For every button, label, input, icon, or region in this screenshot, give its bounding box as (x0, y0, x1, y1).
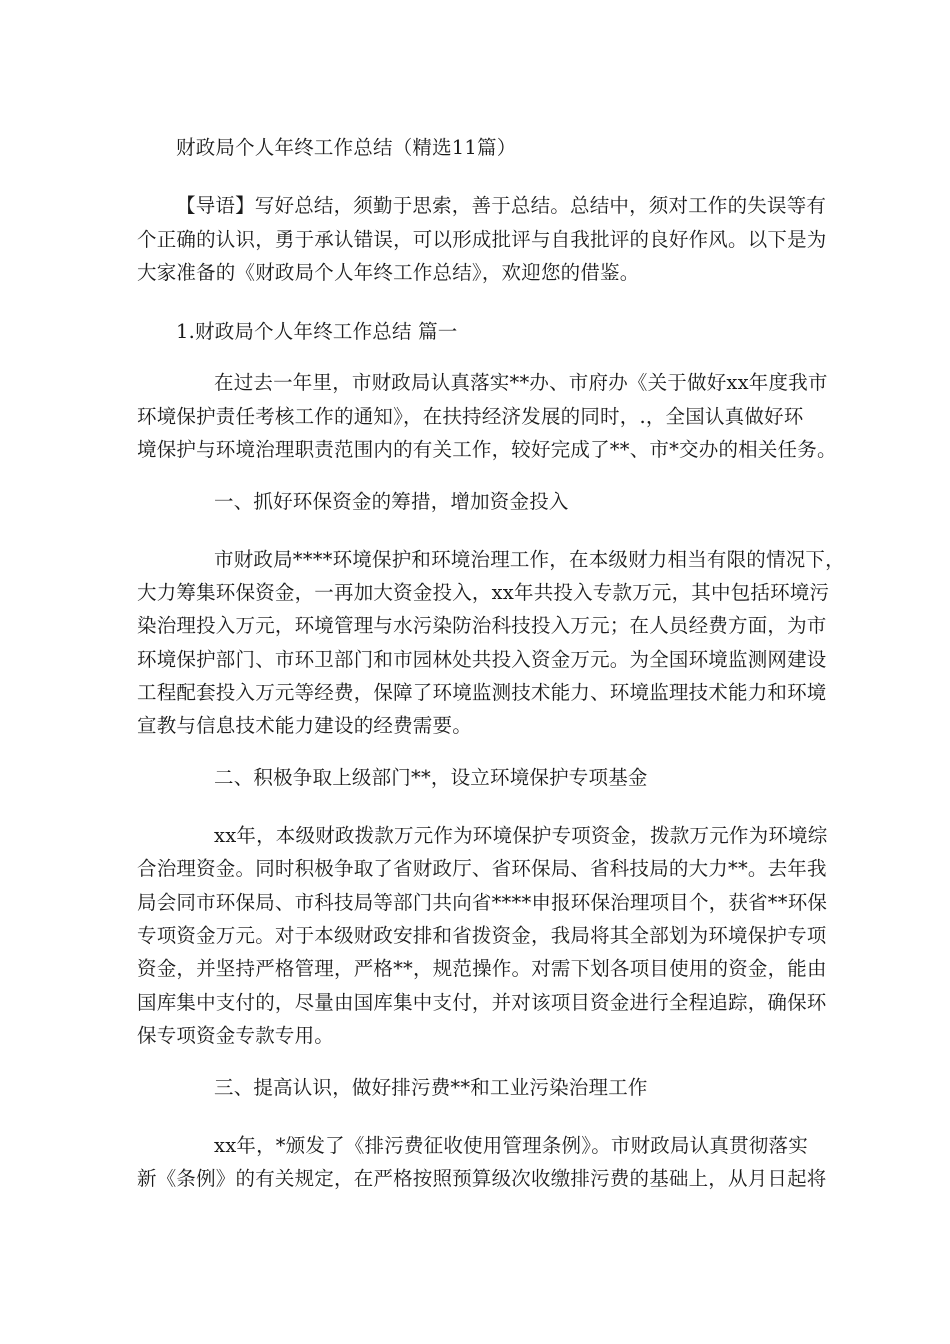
paragraph-line: 环境保护部门、市环卫部门和市园林处共投入资金万元。为全国环境监测网建设 (137, 648, 827, 671)
paragraph-line: 局会同市环保局、市科技局等部门共向省****申报环保治理项目个，获省**环保 (137, 891, 828, 914)
paragraph-line: 市财政局****环境保护和环境治理工作，在本级财力相当有限的情况下， (214, 548, 845, 571)
section-heading: 1.财政局个人年终工作总结 篇一 (176, 320, 458, 343)
paragraph-line: 保专项资金专款专用。 (137, 1024, 335, 1047)
paragraph-line: 在过去一年里，市财政局认真落实**办、市府办《关于做好xx年度我市 (214, 371, 828, 394)
subsection-heading: 三、提高认识，做好排污费**和工业污染治理工作 (214, 1076, 648, 1099)
document-title: 财政局个人年终工作总结（精选11篇） (176, 136, 517, 159)
subsection-heading: 一、抓好环保资金的筹措，增加资金投入 (214, 490, 569, 513)
paragraph-line: xx年，本级财政拨款万元作为环境保护专项资金，拨款万元作为环境综 (214, 824, 828, 847)
subsection-heading: 二、积极争取上级部门**，设立环境保护专项基金 (214, 766, 648, 789)
paragraph-line: 资金，并坚持严格管理，严格**，规范操作。对需下划各项目使用的资金，能由 (137, 957, 827, 980)
paragraph-line: 工程配套投入万元等经费，保障了环境监测技术能力、环境监理技术能力和环境 (137, 681, 827, 704)
paragraph-line: 国库集中支付的，尽量由国库集中支付，并对该项目资金进行全程追踪，确保环 (137, 991, 827, 1014)
paragraph-line: 合治理资金。同时积极争取了省财政厅、省环保局、省科技局的大力**。去年我 (137, 857, 827, 880)
paragraph-line: 染治理投入万元，环境管理与水污染防治科技投入万元；在人员经费方面，为市 (137, 614, 827, 637)
paragraph-line: 大力筹集环保资金，一再加大资金投入，xx年共投入专款万元，其中包括环境污 (137, 581, 830, 604)
paragraph-line: 宣教与信息技术能力建设的经费需要。 (137, 714, 472, 737)
paragraph-line: 环境保护责任考核工作的通知》，在扶持经济发展的同时，.，全国认真做好环 (137, 405, 804, 428)
intro-line: 【导语】写好总结，须勤于思索，善于总结。总结中，须对工作的失误等有 (176, 194, 827, 217)
paragraph-line: 境保护与环境治理职责范围内的有关工作，较好完成了**、市*交办的相关任务。 (137, 438, 837, 461)
intro-line: 个正确的认识，勇于承认错误，可以形成批评与自我批评的良好作风。以下是为 (137, 228, 827, 251)
paragraph-line: 新《条例》的有关规定，在严格按照预算级次收缴排污费的基础上，从月日起将 (137, 1167, 827, 1190)
paragraph-line: xx年，*颁发了《排污费征收使用管理条例》。市财政局认真贯彻落实 (214, 1134, 808, 1157)
intro-line: 大家准备的《财政局个人年终工作总结》，欢迎您的借鉴。 (137, 261, 640, 284)
paragraph-line: 专项资金万元。对于本级财政安排和省拨资金，我局将其全部划为环境保护专项 (137, 924, 827, 947)
